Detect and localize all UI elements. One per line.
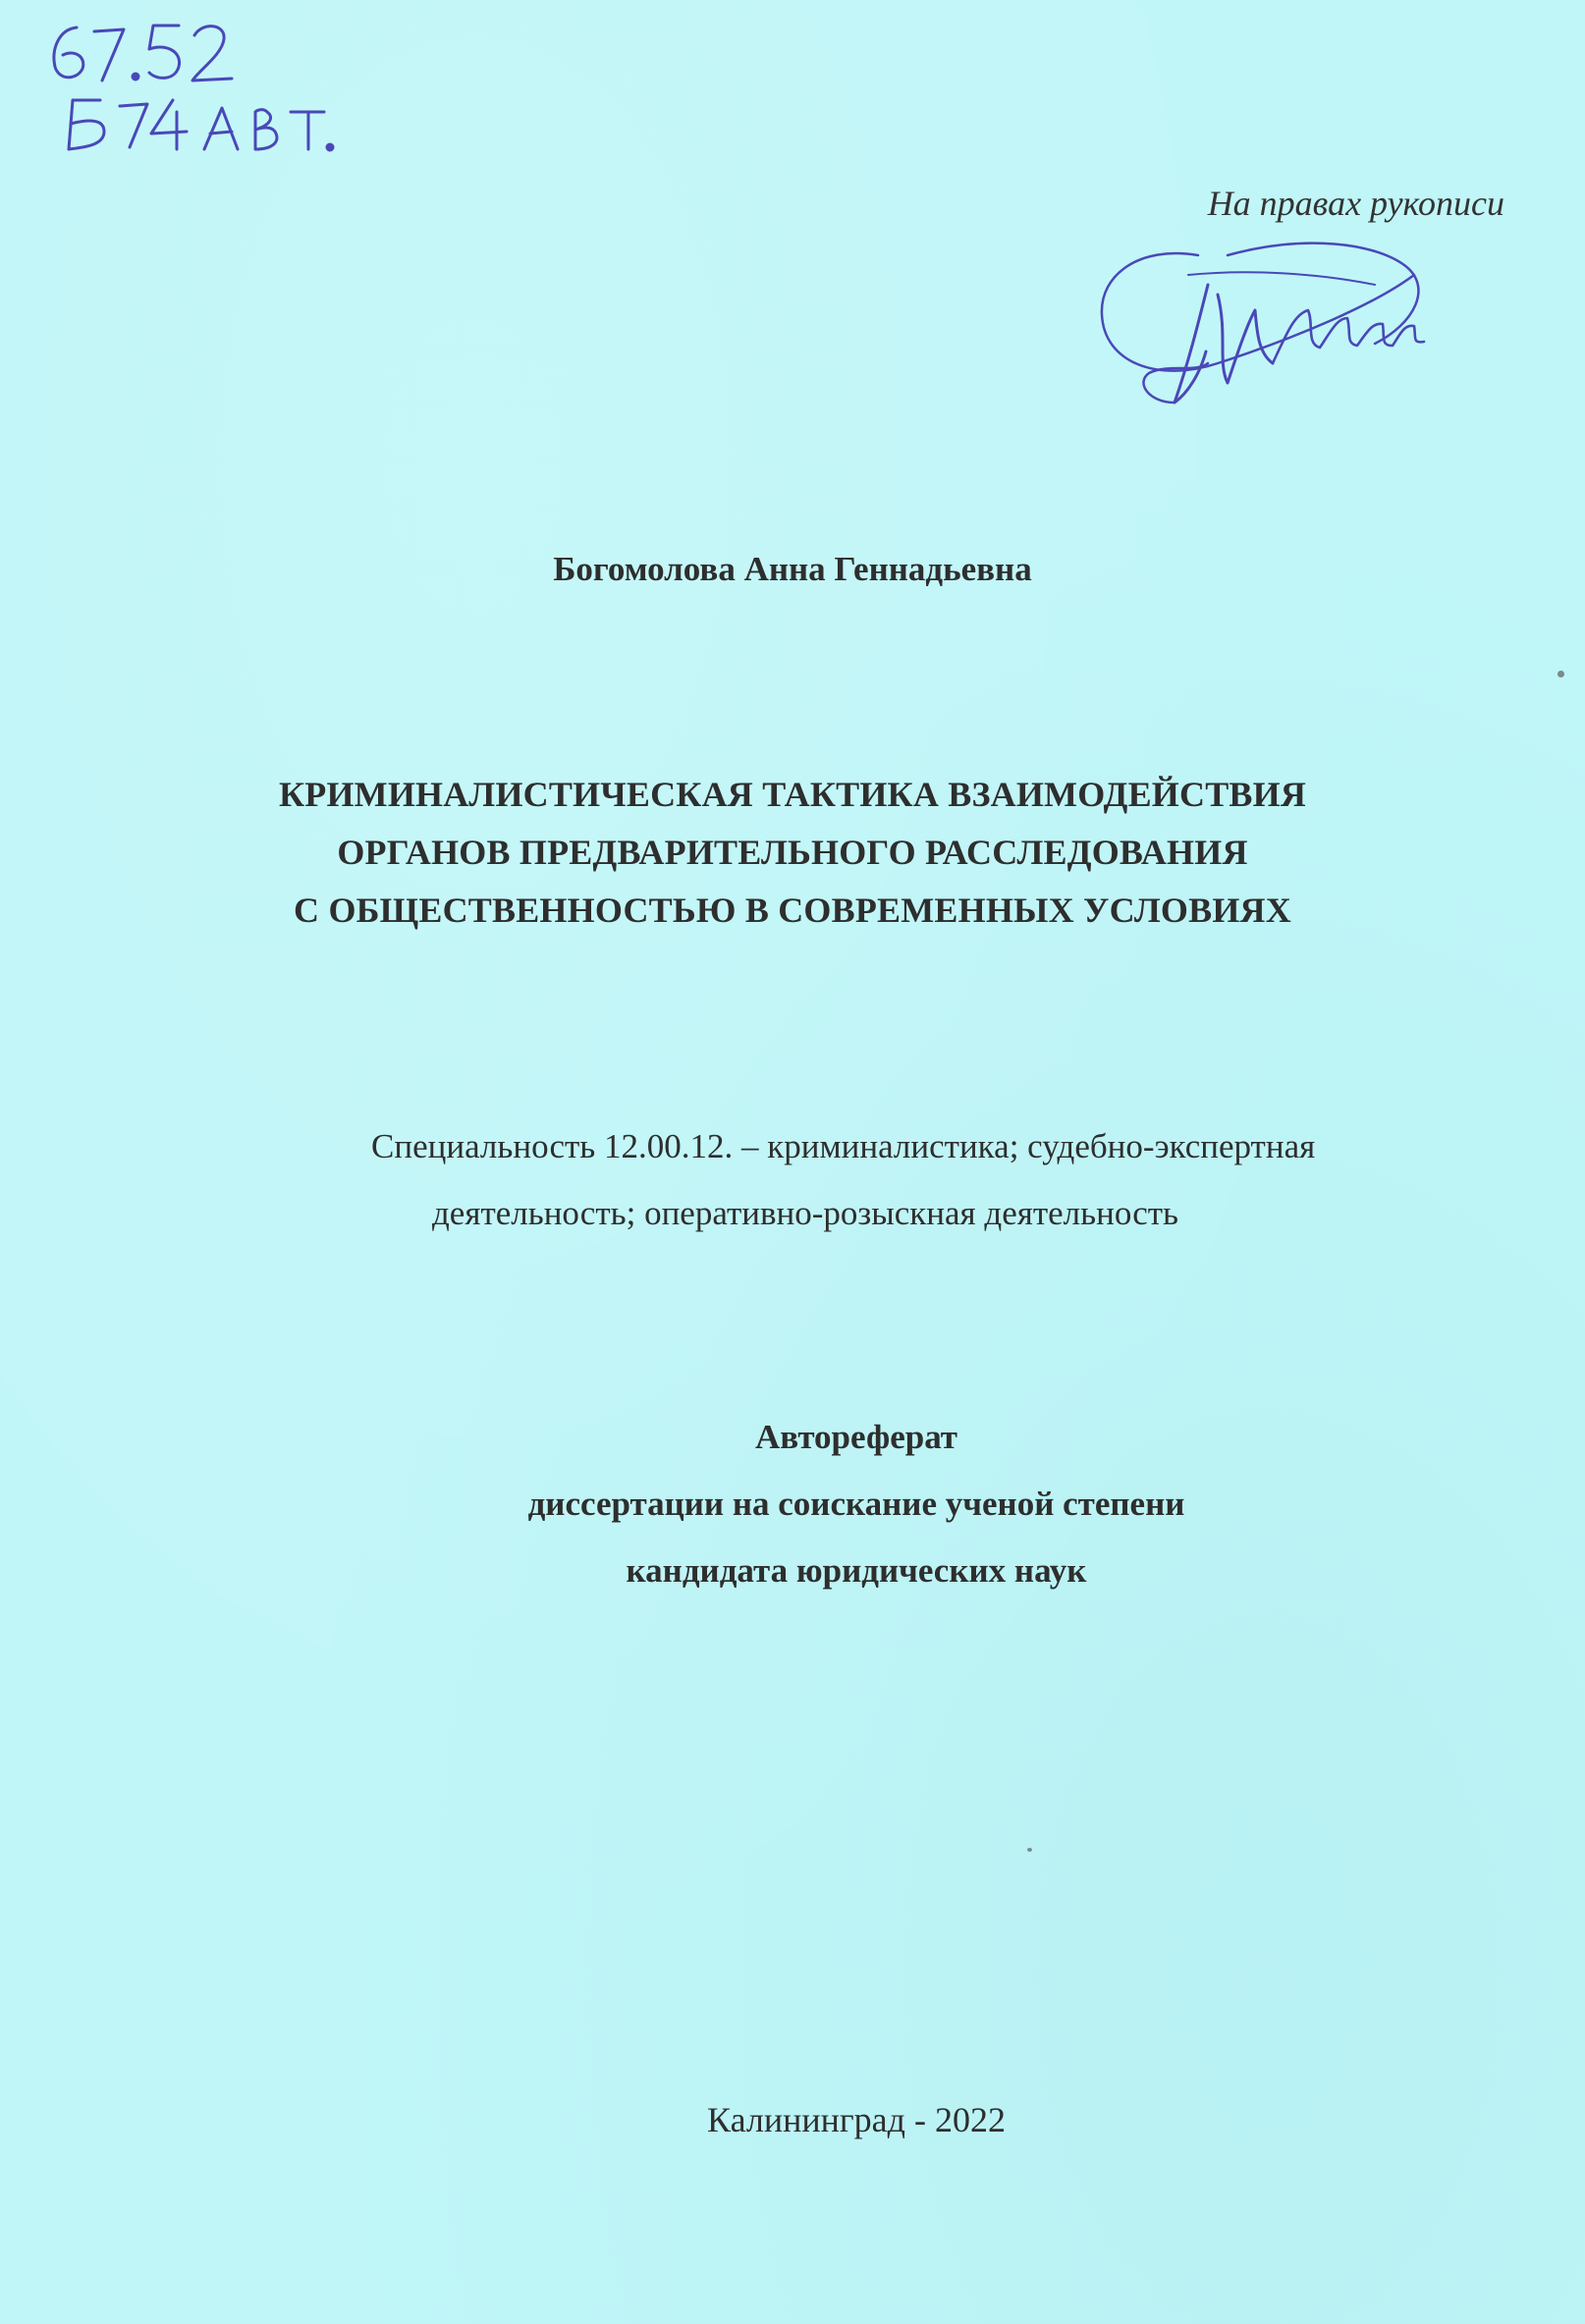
abstract-line: Автореферат [755, 1418, 957, 1456]
title-line: С ОБЩЕСТВЕННОСТЬЮ В СОВРЕМЕННЫХ УСЛОВИЯХ [294, 891, 1291, 930]
scan-speck [1558, 671, 1564, 677]
specialty-line-2: деятельность; оперативно-розыскная деятельность [432, 1194, 1178, 1232]
abstract-line: кандидата юридических наук [626, 1551, 1087, 1590]
city-year: Калининград - 2022 [707, 2100, 1006, 2139]
signature [1080, 216, 1453, 422]
handwritten-catalog-code [29, 10, 442, 157]
specialty-line-1: Специальность 12.00.12. – криминалистика; судебно-экспертная [371, 1127, 1316, 1165]
abstract-heading [0, 1404, 1585, 1604]
scan-speck [1027, 1848, 1032, 1852]
title-line: ОРГАНОВ ПРЕДВАРИТЕЛЬНОГО РАССЛЕДОВАНИЯ [337, 833, 1248, 872]
specialty-block [371, 1113, 1451, 1247]
author-name: Богомолова Анна Геннадьевна [553, 550, 1032, 588]
title-line: КРИМИНАЛИСТИЧЕСКАЯ ТАКТИКА ВЗАИМОДЕЙСТВИЯ [278, 775, 1307, 814]
dissertation-title [0, 766, 1585, 940]
abstract-line: диссертации на соискание ученой степени [527, 1485, 1185, 1523]
manuscript-note: На правах рукописи [1207, 184, 1504, 223]
